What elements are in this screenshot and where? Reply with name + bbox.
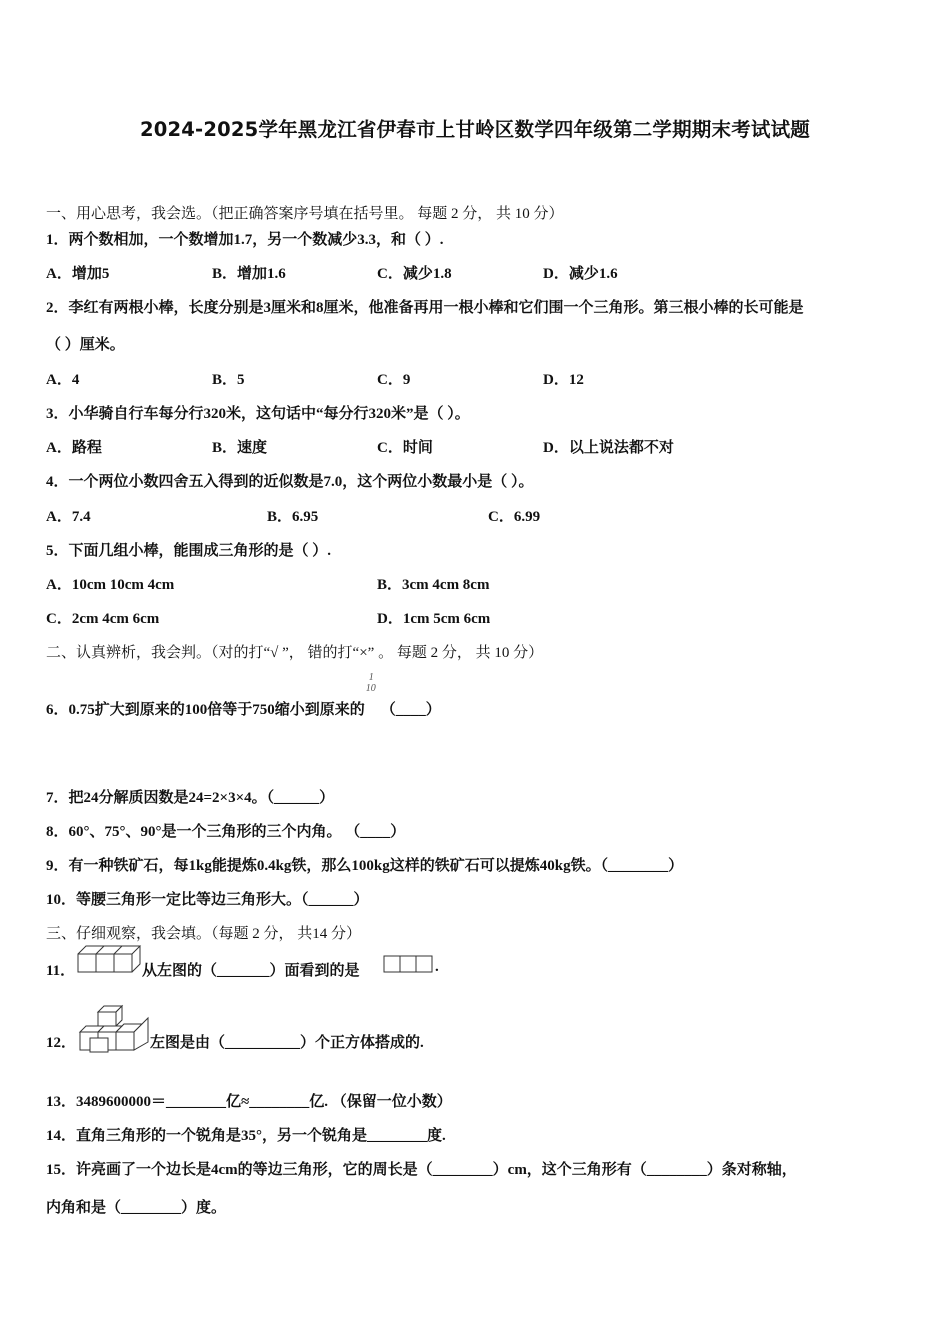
front-view-figure (383, 954, 435, 974)
question-11-number: 11． (46, 963, 76, 979)
question-11-text: 从左图的（_______）面看到的是 (142, 963, 360, 979)
question-2-line-2: （ ）厘米。 (46, 337, 125, 353)
question-13: 13．3489600000＝________亿≈________亿. （保留一位小数） (46, 1094, 452, 1110)
q2-option-c[interactable]: C．9 (377, 372, 411, 388)
question-12-text: 左图是由（__________）个正方体搭成的. (150, 1035, 424, 1051)
q3-option-d[interactable]: D．以上说法都不对 (543, 440, 674, 456)
q6-text: 6．0.75扩大到原来的100倍等于750缩小到原来的 (46, 702, 365, 718)
one-tenth-fraction (365, 672, 381, 714)
q5-option-a[interactable]: A．10cm 10cm 4cm (46, 577, 175, 593)
section-1-heading: 一、用心思考，我会选。（把正确答案序号填在括号里。 每题 2 分， 共 10 分） (46, 206, 564, 222)
cube-assembly-figure (76, 1002, 152, 1054)
q1-option-a[interactable]: A．增加5 (46, 266, 110, 282)
question-15-line-1: 15．许亮画了一个边长是4cm的等边三角形，它的周长是（________）cm，这个三角形有（________）条对称轴， (46, 1162, 797, 1178)
question-10: 10．等腰三角形一定比等边三角形大。（______） (46, 892, 369, 908)
q2-option-a[interactable]: A．4 (46, 372, 80, 388)
section-2-heading: 二、认真辨析，我会判。（对的打“√ ”， 错的打“×” 。 每题 2 分， 共 10 分） (46, 645, 544, 661)
question-5: 5．下面几组小棒，能围成三角形的是（ ）. (46, 543, 332, 559)
fraction-numerator: 1 (368, 672, 374, 683)
q3-option-a[interactable]: A．路程 (46, 440, 102, 456)
q4-option-b[interactable]: B．6.95 (267, 509, 319, 525)
question-14: 14．直角三角形的一个锐角是35°，另一个锐角是________度. (46, 1128, 446, 1144)
q5-option-b[interactable]: B．3cm 4cm 8cm (377, 577, 490, 593)
q2-option-d[interactable]: D．12 (543, 372, 584, 388)
fraction-denominator: 10 (365, 683, 376, 694)
q3-option-b[interactable]: B．速度 (212, 440, 268, 456)
cube-stack-figure (76, 942, 142, 974)
q4-option-a[interactable]: A．7.4 (46, 509, 91, 525)
question-3: 3．小华骑自行车每分行320米，这句话中“每分行320米”是（ ）。 (46, 406, 470, 422)
q3-option-c[interactable]: C．时间 (377, 440, 433, 456)
page-title: 2024-2025学年黑龙江省伊春市上甘岭区数学四年级第二学期期末考试试题 (139, 118, 811, 141)
q4-option-c[interactable]: C．6.99 (488, 509, 541, 525)
question-9: 9．有一种铁矿石，每1kg能提炼0.4kg铁，那么100kg这样的铁矿石可以提炼40kg铁。（________） (46, 858, 684, 874)
question-11-end: . (435, 959, 439, 975)
question-6 (46, 672, 441, 719)
q1-option-d[interactable]: D．减少1.6 (543, 266, 618, 282)
question-7: 7．把24分解质因数是24=2×3×4。（______） (46, 790, 335, 806)
question-8: 8．60°、75°、90°是一个三角形的三个内角。 （____） (46, 824, 406, 840)
section-3-heading: 三、仔细观察，我会填。（每题 2 分， 共14 分） (46, 926, 362, 942)
q2-option-b[interactable]: B．5 (212, 372, 245, 388)
question-4: 4．一个两位小数四舍五入得到的近似数是7.0，这个两位小数最小是（ ）。 (46, 474, 534, 490)
q1-option-b[interactable]: B．增加1.6 (212, 266, 286, 282)
question-2-line-1: 2．李红有两根小棒，长度分别是3厘米和8厘米，他准备再用一根小棒和它们围一个三角形。第三根小棒的长可能是 (46, 300, 804, 316)
q1-option-c[interactable]: C．减少1.8 (377, 266, 452, 282)
question-15-line-2: 内角和是（________）度。 (46, 1200, 227, 1216)
question-12-number: 12． (46, 1035, 77, 1051)
q5-option-d[interactable]: D．1cm 5cm 6cm (377, 611, 491, 627)
question-1: 1．两个数相加，一个数增加1.7，另一个数减少3.3，和（ ）. (46, 232, 444, 248)
q6-answer-blank[interactable]: （____） (380, 702, 441, 718)
q5-option-c[interactable]: C．2cm 4cm 6cm (46, 611, 160, 627)
